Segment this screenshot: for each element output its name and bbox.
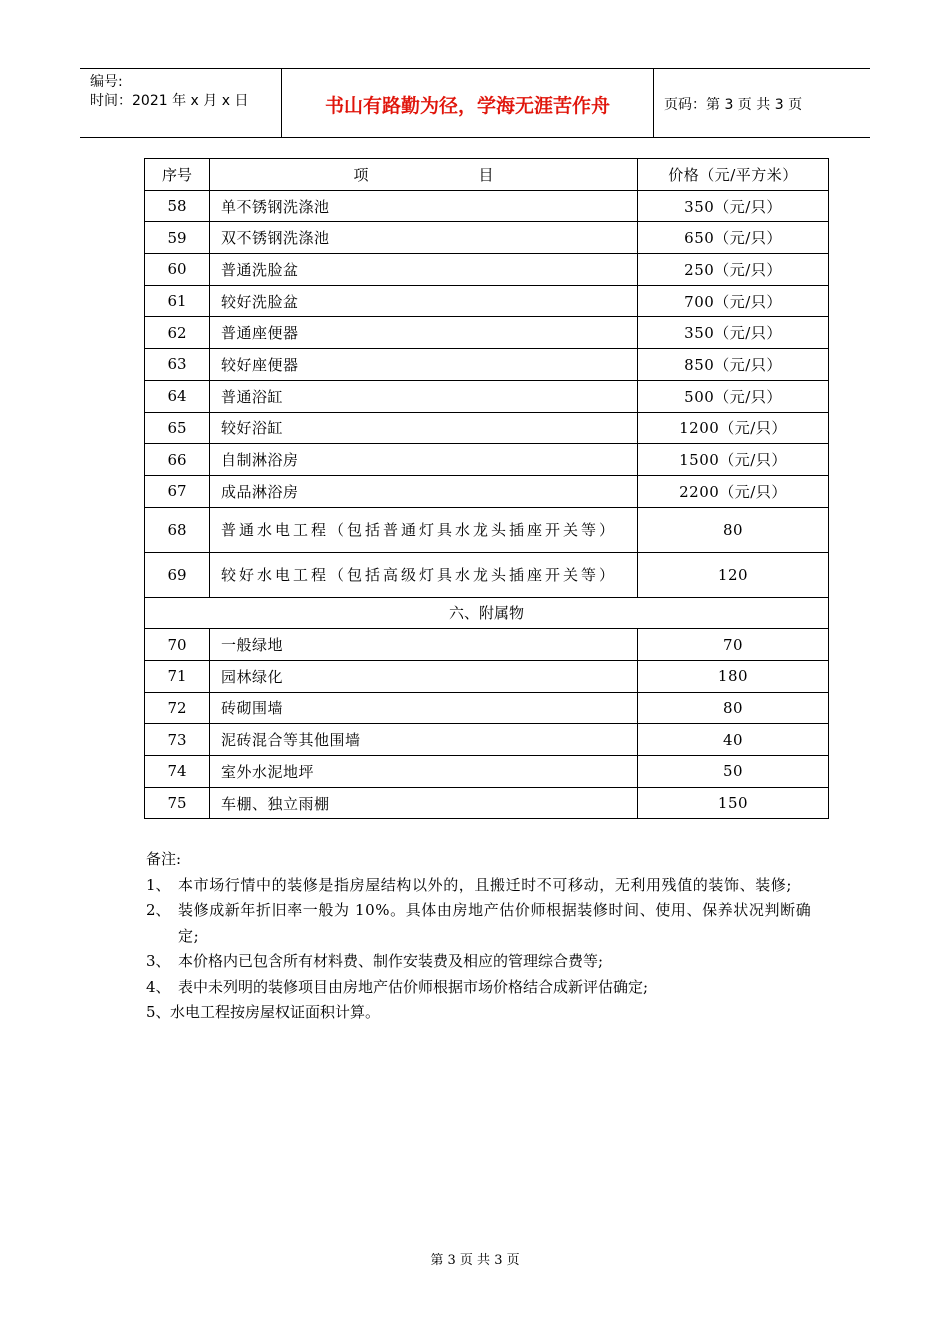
row-item: 较好座便器	[210, 349, 638, 381]
notes-title: 备注:	[146, 850, 182, 868]
row-price: 350（元/只）	[638, 317, 829, 349]
row-seq: 71	[145, 660, 210, 692]
table-row	[145, 552, 829, 597]
row-price: 700（元/只）	[638, 285, 829, 317]
row-seq: 73	[145, 724, 210, 756]
header-item-b: 目	[478, 165, 494, 184]
notes-section	[146, 847, 826, 1026]
row-item: 车棚、独立雨棚	[210, 787, 638, 819]
row-price: 40	[638, 724, 829, 756]
row-price: 70	[638, 629, 829, 661]
table-row	[145, 692, 829, 724]
row-item: 普通座便器	[210, 317, 638, 349]
row-seq: 66	[145, 444, 210, 476]
table-row	[145, 444, 829, 476]
table-row	[145, 222, 829, 254]
table-row	[145, 787, 829, 819]
row-seq: 64	[145, 380, 210, 412]
row-price: 180	[638, 660, 829, 692]
table-row	[145, 190, 829, 222]
row-seq: 62	[145, 317, 210, 349]
row-item: 砖砌围墙	[210, 692, 638, 724]
note-item	[146, 975, 826, 1001]
row-seq: 65	[145, 412, 210, 444]
serial-label: 编号:	[90, 74, 123, 90]
section-title: 六、附属物	[145, 597, 829, 629]
table-row	[145, 380, 829, 412]
price-table	[144, 158, 829, 819]
row-item: 双不锈钢洗涤池	[210, 222, 638, 254]
note-text: 本市场行情中的装修是指房屋结构以外的，且搬迁时不可移动，无利用残值的装饰、装修;	[178, 875, 793, 894]
row-price: 80	[638, 507, 829, 552]
note-text: 装修成新年折旧率一般为 10%。具体由房地产估价师根据装修时间、使用、保养状况判断确定;	[178, 901, 812, 945]
header-slogan: 书山有路勤为径，学海无涯苦作舟	[324, 95, 610, 117]
row-seq: 75	[145, 787, 210, 819]
note-index: 2、	[146, 901, 171, 919]
header-item-a: 项	[353, 165, 369, 184]
note-text: 本价格内已包含所有材料费、制作安装费及相应的管理综合费等;	[178, 952, 604, 970]
row-item: 较好浴缸	[210, 412, 638, 444]
row-seq: 72	[145, 692, 210, 724]
note-index: 5、	[146, 1003, 171, 1021]
row-price: 500（元/只）	[638, 380, 829, 412]
note-text: 水电工程按房屋权证面积计算。	[170, 1003, 381, 1021]
header-item	[210, 159, 638, 191]
table-body	[145, 190, 829, 819]
row-item: 园林绿化	[210, 660, 638, 692]
header-page-info: 页码：第 3 页 共 3 页	[664, 97, 803, 113]
row-item: 较好水电工程（包括高级灯具水龙头插座开关等）	[210, 552, 638, 597]
row-seq: 58	[145, 190, 210, 222]
row-seq: 70	[145, 629, 210, 661]
row-price: 2200（元/只）	[638, 475, 829, 507]
header-seq: 序号	[145, 159, 210, 191]
row-item: 自制淋浴房	[210, 444, 638, 476]
row-seq: 61	[145, 285, 210, 317]
row-price: 650（元/只）	[638, 222, 829, 254]
table-row	[145, 756, 829, 788]
table-row	[145, 507, 829, 552]
note-index: 3、	[146, 952, 171, 970]
section-row	[145, 597, 829, 629]
note-index: 1、	[146, 875, 171, 894]
table-header-row	[145, 159, 829, 191]
row-seq: 68	[145, 507, 210, 552]
row-item: 普通浴缸	[210, 380, 638, 412]
row-item: 泥砖混合等其他围墙	[210, 724, 638, 756]
table-row	[145, 629, 829, 661]
row-seq: 69	[145, 552, 210, 597]
row-price: 1500（元/只）	[638, 444, 829, 476]
table-row	[145, 349, 829, 381]
note-index: 4、	[146, 977, 171, 996]
table-row	[145, 285, 829, 317]
header-meta	[90, 73, 248, 111]
time-label: 时间：2021 年 x 月 x 日	[90, 93, 249, 109]
header-divider	[653, 69, 654, 137]
table-row	[145, 660, 829, 692]
row-item: 单不锈钢洗涤池	[210, 190, 638, 222]
note-item	[146, 873, 826, 899]
row-seq: 63	[145, 349, 210, 381]
row-seq: 67	[145, 475, 210, 507]
row-item: 一般绿地	[210, 629, 638, 661]
row-item: 普通水电工程（包括普通灯具水龙头插座开关等）	[210, 507, 638, 552]
row-item: 较好洗脸盆	[210, 285, 638, 317]
table-row	[145, 317, 829, 349]
row-seq: 60	[145, 254, 210, 286]
row-price: 250（元/只）	[638, 254, 829, 286]
page-footer: 第 3 页 共 3 页	[430, 1253, 520, 1268]
row-price: 80	[638, 692, 829, 724]
row-price: 850（元/只）	[638, 349, 829, 381]
table-row	[145, 724, 829, 756]
row-seq: 59	[145, 222, 210, 254]
row-price: 50	[638, 756, 829, 788]
page-header	[80, 68, 870, 138]
header-price: 价格（元/平方米）	[638, 159, 829, 191]
table-row	[145, 254, 829, 286]
note-text: 表中未列明的装修项目由房地产估价师根据市场价格结合成新评估确定;	[178, 977, 649, 996]
table-row	[145, 475, 829, 507]
row-price: 150	[638, 787, 829, 819]
row-price: 350（元/只）	[638, 190, 829, 222]
row-price: 120	[638, 552, 829, 597]
note-item	[146, 898, 826, 949]
row-price: 1200（元/只）	[638, 412, 829, 444]
table-row	[145, 412, 829, 444]
row-seq: 74	[145, 756, 210, 788]
row-item: 成品淋浴房	[210, 475, 638, 507]
note-item	[146, 1000, 826, 1026]
row-item: 普通洗脸盆	[210, 254, 638, 286]
note-item	[146, 949, 826, 975]
row-item: 室外水泥地坪	[210, 756, 638, 788]
